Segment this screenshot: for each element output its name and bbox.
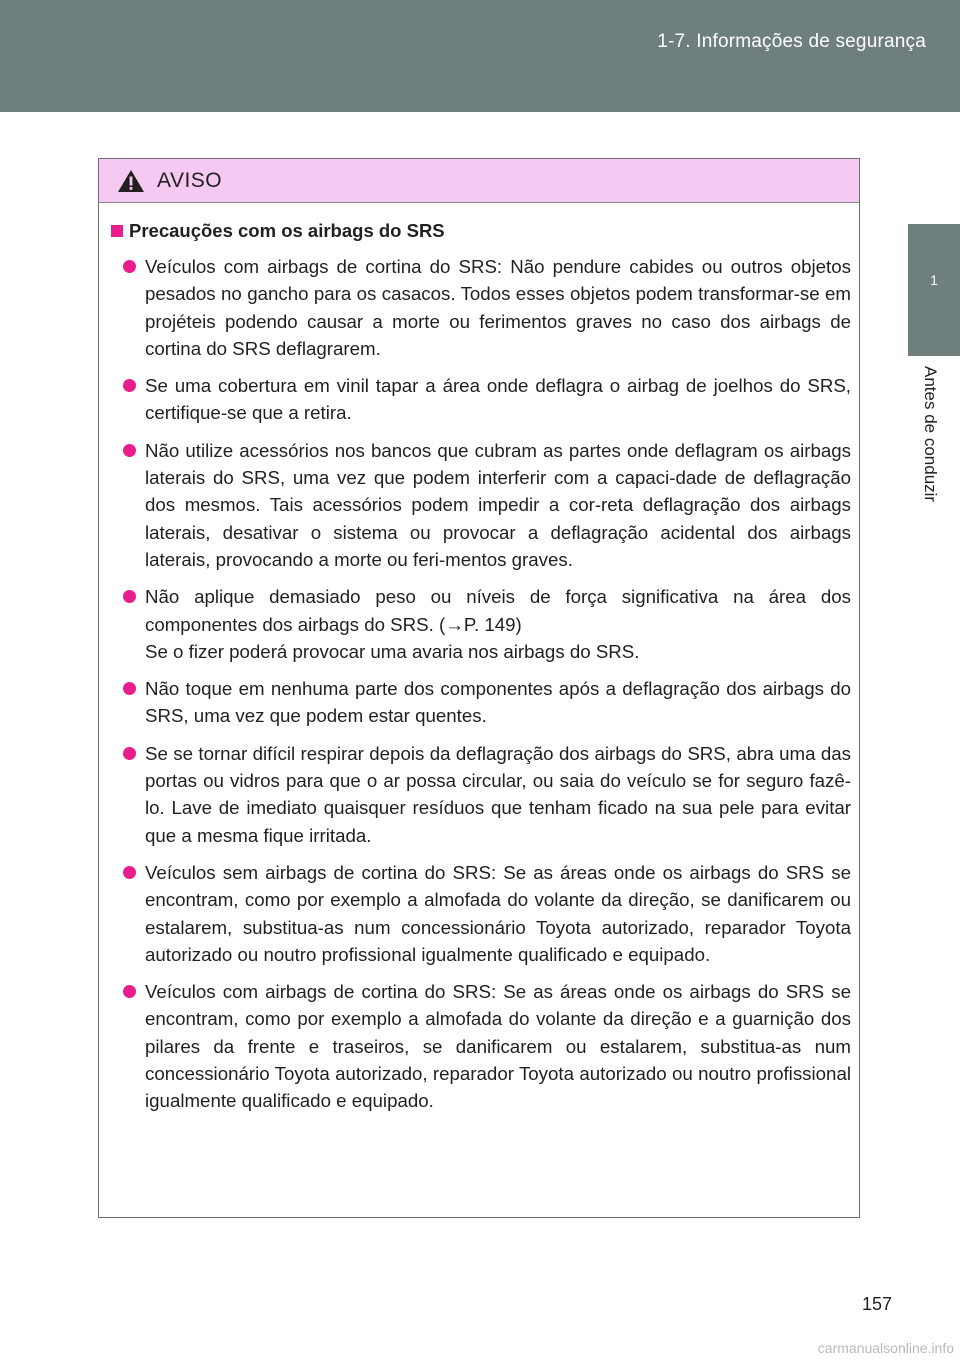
list-item-text: Se o fizer poderá provocar uma avaria nos airbags do SRS. [145,640,640,662]
list-item [109,675,851,730]
chapter-label-text: Antes de conduzir [921,366,940,503]
round-bullet-icon [123,379,136,392]
square-bullet-icon [111,225,123,237]
warning-body [99,203,859,1115]
chapter-tab [908,224,960,356]
list-item-text: Não aplique demasiado peso ou níveis de força significativa na área dos componentes dos airbags do SRS. (→P. 149) [145,586,851,635]
list-item-text: Não utilize acessórios nos bancos que cubram as partes onde deflagram os airbags laterais do SRS, uma vez que podem interferir com a capaci-dade de deflagração dos mesmos. Tais acessórios podem impedir a cor-reta deflagração dos airbags laterais, desativar o sistema ou provocar a deflagração acidental dos airbags laterais, provocando a morte ou feri-mentos graves. [145,439,851,570]
section-title: 1-7. Informações de segurança [657,31,926,52]
chapter-label [918,366,942,546]
list-item-text: Veículos com airbags de cortina do SRS: Não pendure cabides ou outros objetos pesados no gancho para os casacos. Todos esses objetos podem transformar-se em projéteis podendo causar a morte ou ferimentos graves no caso dos airbags de cortina do SRS deflagrarem. [145,256,851,359]
list-item [109,859,851,968]
warning-header [99,159,859,203]
list-item-text: Não toque em nenhuma parte dos componentes após a deflagração dos airbags do SRS, uma vez que podem estar quentes. [145,678,851,727]
section-heading-text: Precauções com os airbags do SRS [129,220,445,241]
round-bullet-icon [123,747,136,760]
warning-triangle-icon [117,169,145,193]
round-bullet-icon [123,985,136,998]
list-item [109,253,851,362]
warning-title: AVISO [157,169,223,192]
list-item-text: Se uma cobertura em vinil tapar a área onde deflagra o airbag de joelhos do SRS, certifique-se que a retira. [145,375,851,424]
round-bullet-icon [123,444,136,457]
list-item [109,978,851,1114]
list-item-text: Veículos sem airbags de cortina do SRS: Se as áreas onde os airbags do SRS se encontram, como por exemplo a almofada do volante da direção, se danificarem ou estalarem, substitua-as num concessionário Toyota autorizado, reparador Toyota autorizado ou noutro profissional igualmente qualificado e equipado. [145,861,851,965]
list-item-text: Se se tornar difícil respirar depois da deflagração dos airbags do SRS, abra uma das portas ou vidros para que o ar possa circular, ou saia do veículo se for seguro fazê-lo. Lave de imediato quaisquer resíduos que tenham ficado na sua pele para evitar que a mesma fique irritada. [145,742,851,846]
round-bullet-icon [123,866,136,879]
warning-box [98,158,860,1218]
round-bullet-icon [123,590,136,603]
watermark: carmanualsonline.info [817,1340,954,1356]
section-heading [109,217,851,244]
page-number: 157 [861,1294,892,1314]
chapter-tab-number: 1 [930,272,938,288]
list-item [109,372,851,427]
round-bullet-icon [123,682,136,695]
warning-list [109,253,851,1115]
list-item [109,740,851,849]
list-item-text: Veículos com airbags de cortina do SRS: Se as áreas onde os airbags do SRS se encontram, como por exemplo a almofada do volante da direção e a guarnição dos pilares da frente e traseiros, se danificarem ou estalarem, substitua-as num concessionário Toyota autorizado, reparador Toyota autorizado ou noutro profissional igualmente qualificado e equipado. [145,981,851,1112]
header-band [0,0,960,112]
round-bullet-icon [123,260,136,273]
list-item [109,437,851,573]
list-item [109,583,851,665]
